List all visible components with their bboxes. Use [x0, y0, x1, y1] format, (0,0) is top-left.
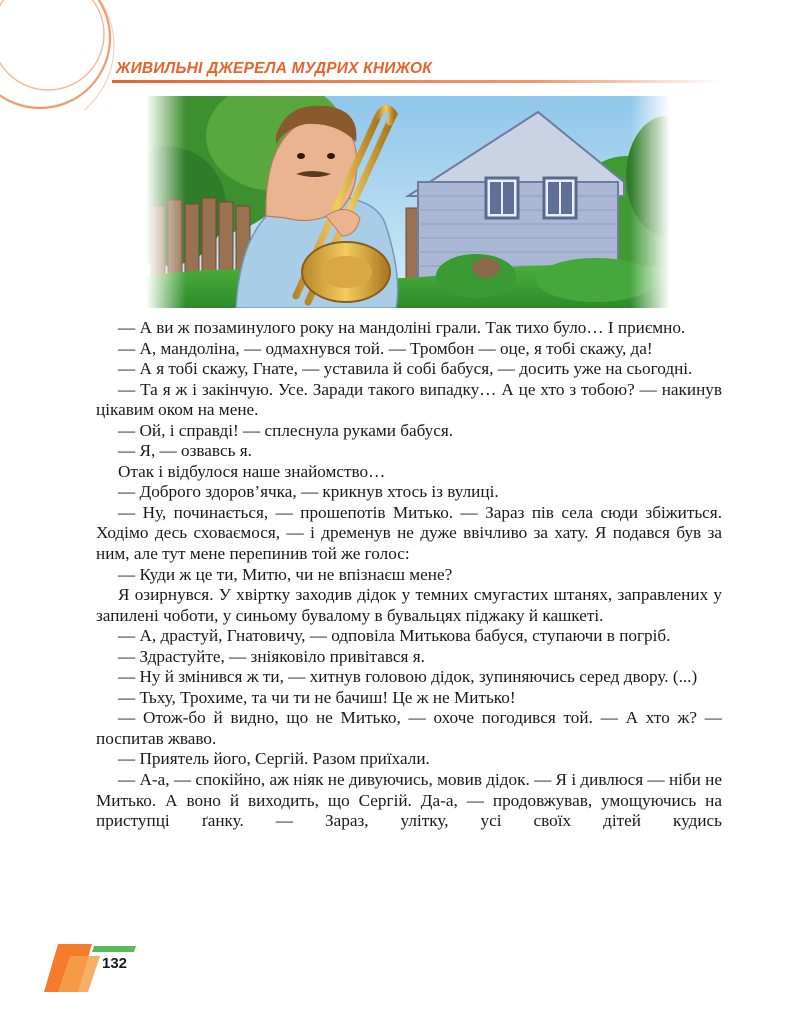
paragraph: Отак і відбулося наше знайомство… — [118, 461, 386, 481]
paragraph: — Тьху, Трохиме, та чи ти не бачиш! Це ж не Митько! — [118, 687, 516, 707]
paragraph: — Я, — озвавсь я. — [118, 441, 252, 461]
paragraph: — Ой, і справді! — сплеснула руками бабуся. — [118, 420, 454, 440]
section-title: ЖИВИЛЬНІ ДЖЕРЕЛА МУДРИХ КНИЖОК — [116, 60, 432, 77]
paragraph: — А ви ж позаминулого року на мандоліні грали. Так тихо було… І приємно. — [118, 318, 686, 337]
paragraph: — Та я ж і закінчую. Усе. Заради такого випадку… А це хто з тобою? — накинув цікавим оком на мене. — [96, 379, 722, 420]
paragraph: — Здрастуйте, — зніяковіло привітався я. — [118, 646, 425, 666]
paragraph: — Ну, починається, — прошепотів Митько. — Зараз пів села сюди збіжиться. Ходімо десь сховаємося, — і дременув не дуже ввічливо за хату. Я подався був за ним, але тут мене перепинив той же голос: — [96, 502, 722, 564]
paragraph: — А, мандоліна, — одмахнувся той. — Тромбон — оце, я тобі скажу, да! — [118, 338, 653, 358]
paragraph: — Отож-бо й видно, що не Митько, — охоче погодився той. — А хто ж? — поспитав жваво. — [96, 708, 722, 748]
paragraph: — Ну й змінився ж ти, — хитнув головою дідок, зупиняючись серед двору. (...) — [118, 667, 698, 687]
decorative-circles-icon — [0, 0, 140, 110]
paragraph: Я озирнувся. У хвіртку заходив дідок у темних смугастих штанях, заправлених у запилені чоботи, у синьому бувалому в бувальцях піджаку й кашкеті. — [96, 585, 722, 625]
paragraph: — А, драстуй, Гнатовичу, — одповіла Митькова бабуся, ступаючи в погріб. — [118, 626, 671, 646]
man-with-trombone-illustration — [146, 96, 670, 308]
header-rule — [112, 80, 724, 83]
paragraph: — А-а, — спокійно, аж ніяк не дивуючись, мовив дідок. — Я і дивлюся — ніби не Митько. А воно й виходить, що Сергій. Да-а, — продовжував, умощуючись на приступці ґанку. — Зараз, улітку, усі своїх дітей кудись — [96, 770, 722, 831]
story-text — [96, 318, 722, 832]
paragraph: — Приятель його, Сергій. Разом приїхали. — [118, 749, 430, 769]
paragraph: — Доброго здоров’ячка, — крикнув хтось із вулиці. — [118, 482, 499, 502]
paragraph: — Куди ж це ти, Митю, чи не впізнаєш мене? — [118, 564, 453, 584]
page-number: 132 — [102, 955, 128, 972]
paragraph: — А я тобі скажу, Гнате, — уставила й собі бабуся, — досить уже на сьогодні. — [118, 359, 693, 379]
